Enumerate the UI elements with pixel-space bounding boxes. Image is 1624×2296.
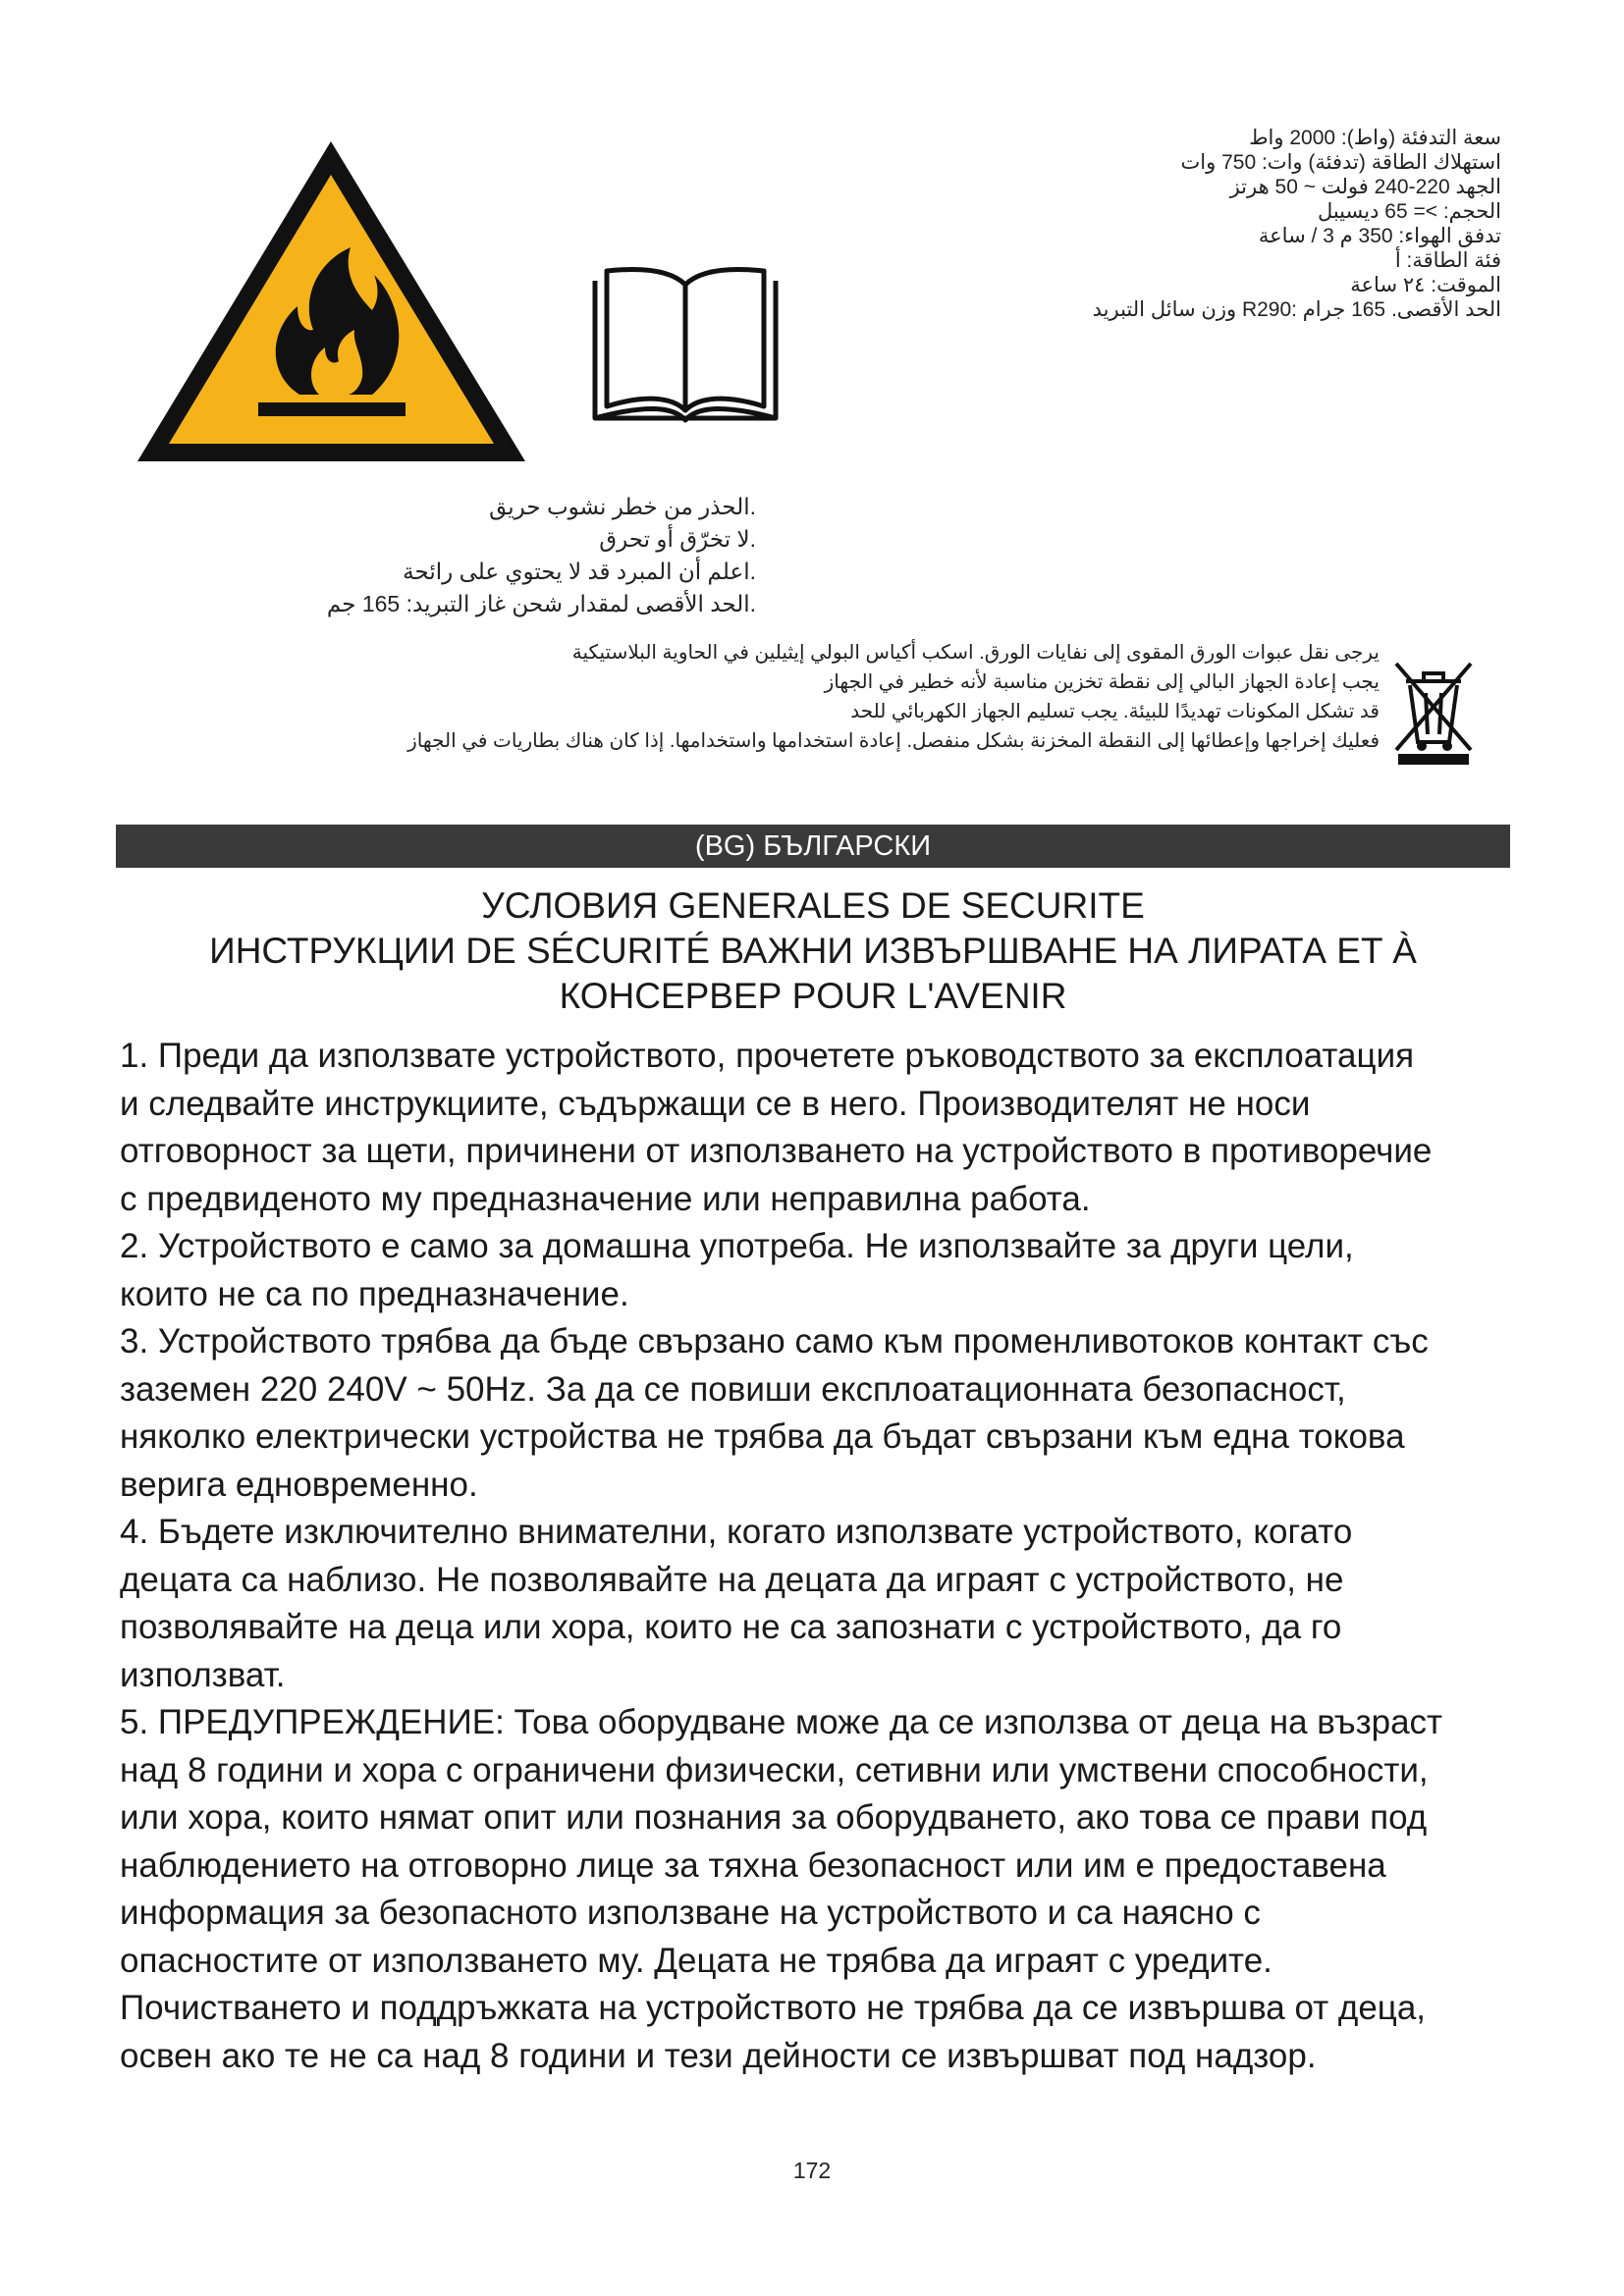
body-line: 4. Бъдете изключително внимателни, когато използвате устройството, когато bbox=[120, 1513, 1353, 1551]
body-line: Почистването и поддръжката на устройството не трябва да се извършва от деца, bbox=[120, 1989, 1427, 2027]
language-header-bar: (BG) БЪЛГАРСКИ bbox=[116, 825, 1510, 868]
body-line: отговорност за щети, причинени от използването на устройството в противоречие bbox=[120, 1132, 1433, 1170]
body-line: заземен 220 240V ~ 50Hz. За да се повиши експлоатационната безопасност, bbox=[120, 1369, 1346, 1409]
body-line: опасностите от използването му. Децата не трябва да играят с уредите. bbox=[120, 1941, 1272, 1980]
body-line: информация за безопасното използване на устройството и са наясно с bbox=[120, 1894, 1261, 1932]
spec-refrigerant: الحد الأقصى. 165 جرام :R290 وزن سائل التبريد bbox=[1092, 298, 1501, 321]
disposal-line: فعليك إخراجها وإعطائها إلى النقطة المخزنة بشكل منفصل. إعادة استخدامها واستخدامها. إذا كان هناك بطاريات في الجهاز bbox=[407, 730, 1380, 752]
spec-air-flow: تدفق الهواء: 350 م 3 / ساعة bbox=[1258, 225, 1501, 247]
body-line: наблюдението на отговорно лице за тяхна безопасност или им е предоставена bbox=[120, 1845, 1386, 1885]
body-line: децата са наблизо. Не позволявайте на децата да играят с устройството, не bbox=[120, 1560, 1344, 1599]
warning-line: .الحذر من خطر نشوب حريق bbox=[489, 494, 756, 519]
spec-heating-capacity: سعة التدفئة (واط): 2000 واط bbox=[1249, 127, 1501, 149]
flammable-warning-icon bbox=[133, 137, 530, 466]
crossed-bin-icon bbox=[1392, 656, 1475, 766]
warning-line: .اعلم أن المبرد قد لا يحتوي على رائحة bbox=[403, 559, 756, 584]
body-line: използват. bbox=[120, 1655, 286, 1694]
body-line: 3. Устройството трябва да бъде свързано само към променливотоков контакт със bbox=[120, 1322, 1429, 1361]
title-line: КОНСЕРВЕР POUR L'AVENIR bbox=[559, 976, 1067, 1016]
specifications-block bbox=[814, 126, 1501, 322]
body-line: които не са по предназначение. bbox=[120, 1274, 629, 1313]
body-line: с предвиденото му предназначение или неправилна работа. bbox=[120, 1179, 1091, 1218]
page-number: 172 bbox=[792, 2158, 832, 2183]
body-line: над 8 години и хора с ограничени физически, сетивни или умствени способности, bbox=[120, 1750, 1429, 1789]
body-line: 5. ПРЕДУПРЕЖДЕНИЕ: Това оборудване може да се използва от деца на възраст bbox=[120, 1703, 1443, 1741]
spec-power-consumption: استهلاك الطاقة (تدفئة) وات: 750 وات bbox=[1180, 151, 1501, 174]
spec-noise-level: الحجم: >= 65 ديسيبل bbox=[1317, 200, 1501, 223]
read-manual-icon bbox=[587, 263, 784, 430]
disposal-line: قد تشكل المكونات تهديدًا للبيئة. يجب تسليم الجهاز الكهربائي للحد bbox=[850, 701, 1380, 722]
body-line: и следвайте инструкциите, съдържащи се в него. Производителят не носи bbox=[120, 1084, 1311, 1123]
disposal-line: يرجى نقل عبوات الورق المقوى إلى نفايات الورق. اسكب أكياس البولي إيثيلين في الحاوية البلاستيكية bbox=[571, 642, 1380, 664]
fire-warning-text bbox=[147, 491, 756, 620]
title-line: ИНСТРУКЦИИ DE SÉCURITÉ ВАЖНИ ИЗВЪРШВАНЕ НА ЛИРАТА ET À bbox=[209, 931, 1417, 971]
body-line: 1. Преди да използвате устройството, прочетете ръководството за експлоатация bbox=[120, 1037, 1415, 1075]
warning-line: .الحد الأقصى لمقدار شحن غاز التبريد: 165 جم bbox=[326, 591, 756, 616]
spec-timer: الموقت: ٢٤ ساعة bbox=[1350, 274, 1501, 296]
warning-line: .لا تخرّق أو تحرق bbox=[599, 526, 756, 552]
body-line: или хора, които нямат опит или познания за оборудването, ако това се прави под bbox=[120, 1798, 1428, 1837]
body-line: няколко електрически устройства не трябва да бъдат свързани към една токова bbox=[120, 1417, 1405, 1456]
spec-voltage: الجهد 220-240 فولت ~ 50 هرتز bbox=[1229, 176, 1501, 198]
body-line: 2. Устройството е само за домашна употреба. Не използвайте за други цели, bbox=[120, 1227, 1354, 1265]
body-line: верига едновременно. bbox=[120, 1465, 478, 1504]
safety-instructions-body bbox=[120, 1033, 1514, 2080]
disposal-line: يجب إعادة الجهاز البالي إلى نقطة تخزين مناسبة لأنه خطير في الجهاز bbox=[824, 671, 1380, 693]
title-line: УСЛОВИЯ GENERALES DE SECURITE bbox=[481, 885, 1145, 926]
disposal-instructions bbox=[265, 638, 1380, 756]
spec-energy-class: فئة الطاقة: أ bbox=[1394, 249, 1501, 272]
body-line: позволявайте на деца или хора, които не са запознати с устройството, да го bbox=[120, 1608, 1342, 1646]
body-line: освен ако те не са над 8 години и тези дейности се извършват под надзор. bbox=[120, 2036, 1317, 2075]
section-title bbox=[116, 883, 1510, 1019]
